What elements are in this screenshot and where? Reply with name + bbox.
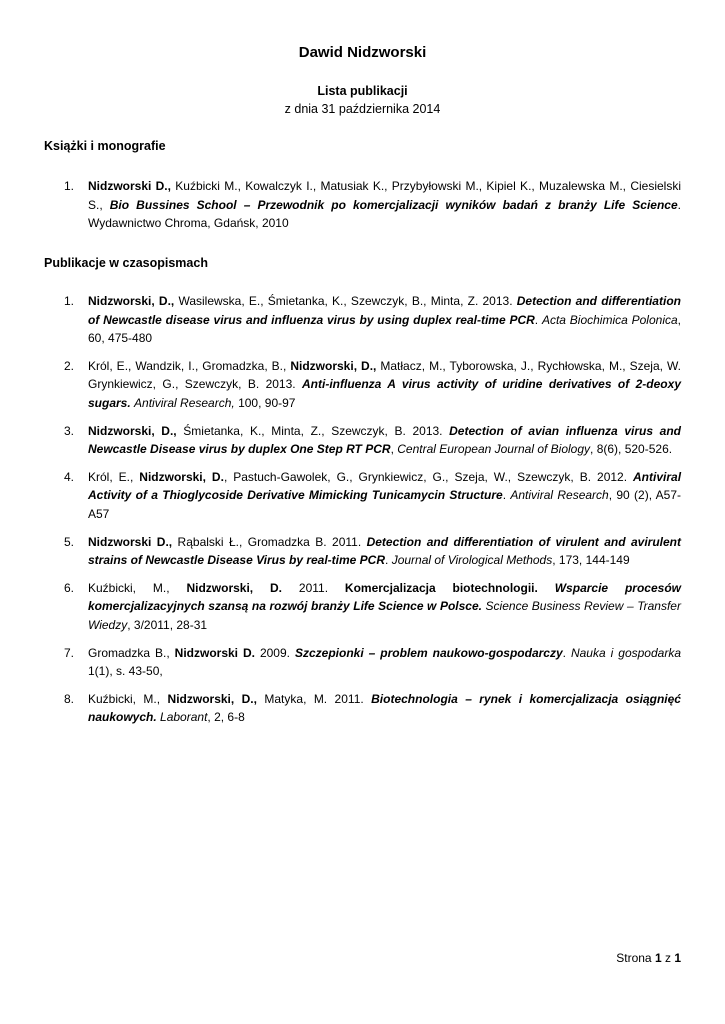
citation-text: 2011. [282,580,345,595]
author-highlight: Nidzworski, D., [167,691,257,706]
author-highlight: Nidzworski D. [174,645,255,660]
author-highlight: Nidzworski D., [88,534,173,549]
footer-of: z [664,951,671,965]
publication-item [0,357,725,413]
date-line: z dnia 31 października 2014 [284,102,441,116]
citation-text: . [562,645,571,660]
item-number: 1. [64,294,75,308]
item-number: 2. [64,358,75,373]
publication-item [0,422,725,459]
citation-text: Matyka, M. 2011. [256,691,372,706]
journal-name: Antiviral Research, [134,395,235,410]
journal-name: Acta Biochimica Polonica [541,312,678,327]
citation-text: , Pastuch-Gawolek, G., Grynkiewicz, G., Szeja, W., Szewczyk, B. 2012. [223,469,634,484]
footer-total: 1 [674,951,681,965]
citation-text: Śmietanka, K., Minta, Z., Szewczyk, B. 2013. [176,423,450,438]
publication-item [0,292,725,348]
citation-text: , 8(6), 520-526. [590,442,673,457]
citation-text: 100, 90-97 [234,395,296,410]
citation-text: . [534,312,542,327]
citation-text: . Wydawnictwo Chroma, Gdańsk, 2010 [88,197,681,231]
journal-name: Laborant [160,710,208,725]
citation-text: Gromadzka B., [88,645,175,660]
publication-item [0,468,725,524]
author-highlight: Nidzworski, D., [290,358,377,373]
publication-title: Biotechnologia – rynek i komercjalizacja osiągnięć naukowych. [88,691,681,725]
citation-text: , [390,442,398,457]
item-number: 7. [64,645,75,660]
journal-name: Central European Journal of Biology [397,442,591,457]
publication-title: Antiviral Activity of a Thioglycoside Derivative Mimicking Tunicamycin Structure [88,469,682,503]
journals-list [0,292,725,727]
item-number: 3. [64,423,75,438]
citation-text: Kuźbicki M., Kowalczyk I., Matusiak K., Przybyłowski M., Kipiel K., Muzalewska M., Ciesielski S., [88,179,681,212]
journal-name: Antiviral Research [510,488,609,503]
citation-text: . [502,488,511,503]
item-number: 8. [64,691,75,706]
author-highlight: Komercjalizacja biotechnologii. [344,580,538,595]
author-highlight: Nidzworski, D., [88,294,175,308]
author-highlight: Nidzworski D., [88,179,171,193]
item-number: 1. [64,179,75,193]
publication-title: Szczepionki – problem naukowo-gospodarczy [294,645,563,660]
citation-text: Wasilewska, E., Śmietanka, K., Szewczyk, B., Minta, Z. 2013. [174,294,517,308]
publication-title: Detection of avian influenza virus and Newcastle Disease virus by duplex One Step RT PCR [88,423,682,457]
citation-text: , 173, 144-149 [552,553,630,568]
item-number: 6. [64,580,75,595]
page-footer [616,949,681,968]
publication-item [0,177,725,233]
footer-page: 1 [654,951,662,965]
journal-name: Science Business Review – Transfer Wiedzy [88,599,681,632]
citation-text: . [385,553,392,568]
citation-text: Matłacz, M., Tyborowska, J., Rychłowska, M., Szeja, W. Grynkiewicz, G., Szewczyk, B. 2013. [88,358,681,392]
citation-text: Rąbalski Ł., Gromadzka B. 2011. [172,534,367,549]
citation-text: 2009. [254,645,295,660]
publication-title: Detection and differentiation of virulent and avirulent strains of Newcastle Disease Virus by real-time PCR [88,534,682,568]
author-highlight: Nidzworski, D. [139,469,224,484]
citation-text: , 60, 475-480 [88,312,681,346]
citation-text: , 2, 6-8 [207,710,245,725]
books-list [0,177,725,233]
journal-name: Journal of Virological Methods [391,553,553,568]
publication-title: Bio Bussines School – Przewodnik po komercjalizacji wyników badań z branży Life Science [109,197,678,212]
citation-text: 1(1), s. 43-50, [88,664,163,679]
citation-text: Król, E., [88,469,140,484]
page-title: Dawid Nidzworski [298,44,427,61]
publication-item [0,690,725,727]
author-highlight: Nidzworski, D., [88,423,177,438]
publication-item [0,533,725,570]
section-heading-books: Książki i monografie [44,139,166,153]
citation-text: , 90 (2), A57-A57 [88,488,682,521]
footer-label: Strona [616,951,652,965]
list-title: Lista publikacji [317,84,408,98]
section-heading-journals: Publikacje w czasopismach [44,256,208,270]
journal-name: Nauka i gospodarka [570,645,681,660]
item-number: 5. [64,534,75,549]
publication-item [0,579,725,635]
author-highlight: Nidzworski, D. [186,580,283,595]
publication-title: Detection and differentiation of Newcastle disease virus and influenza virus by using duplex real-time PCR [88,294,681,327]
citation-text: Król, E., Wandzik, I., Gromadzka, B., [88,358,291,373]
citation-text: Kuźbicki, M., [88,691,168,706]
publication-title: Anti-influenza A virus activity of uridine derivatives of 2-deoxy sugars. [88,377,681,410]
citation-text [538,581,555,595]
citation-text: , 3/2011, 28-31 [127,617,208,632]
publication-title: Wsparcie procesów komercjalizacyjnych szansą na rozwój branży Life Science w Polsce. [88,580,681,614]
publication-item [0,644,725,681]
subtitle-block [0,82,725,118]
item-number: 4. [64,469,75,484]
citation-text: Kuźbicki, M., [88,580,187,595]
